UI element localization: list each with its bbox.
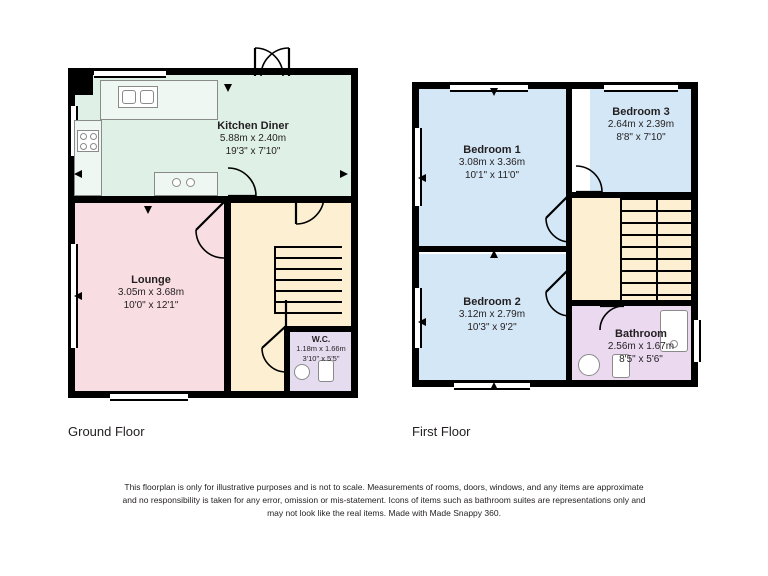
wall-bed1-bed2 <box>412 246 572 252</box>
ground-floor-plan <box>68 68 358 398</box>
wall-wc-top <box>284 326 358 332</box>
label-kitchen-diner-imperial: 19'3" x 7'10" <box>225 145 281 157</box>
first-floor-caption: First Floor <box>412 424 471 439</box>
label-wc <box>284 334 358 363</box>
window-bedroom3-top <box>604 83 678 92</box>
label-lounge-name: Lounge <box>131 274 171 286</box>
hob-burner-1 <box>80 133 87 140</box>
landing-recess <box>572 198 620 300</box>
label-bedroom-2-imperial: 10'3" x 9'2" <box>467 321 517 333</box>
disclaimer-line-2: and no responsibility is taken for any error, omission or mis-statement. Icons of items such as bathroom suites are representations only and <box>122 495 646 505</box>
label-bedroom-2-name: Bedroom 2 <box>463 296 521 308</box>
label-wc-name: W.C. <box>311 334 331 344</box>
label-wc-metric: 1.18m x 1.66m <box>296 344 346 354</box>
label-kitchen-diner-name: Kitchen Diner <box>217 120 289 132</box>
wall-corner-block <box>75 75 93 95</box>
window-kitchen-top <box>94 69 166 78</box>
label-bedroom-3-imperial: 8'8" x 7'10" <box>616 131 666 143</box>
hob-burner-3 <box>80 143 87 150</box>
kitchen-sink-bowl-right <box>140 90 154 104</box>
stairs-first <box>620 198 692 300</box>
hob-burner-2 <box>90 133 97 140</box>
hob-burner-4 <box>90 143 97 150</box>
label-bedroom-1-metric: 3.08m x 3.36m <box>458 157 526 169</box>
window-lounge-bottom <box>110 392 188 401</box>
wall-bathroom-top <box>572 300 698 306</box>
wall-porch-right <box>330 68 336 75</box>
kitchen-ring-2 <box>186 178 195 187</box>
wc-toilet <box>318 360 334 382</box>
label-bedroom-1 <box>412 144 572 182</box>
label-bedroom-3 <box>584 106 698 144</box>
label-lounge-imperial: 10'0" x 12'1" <box>123 299 179 311</box>
label-bathroom-imperial: 8'5" x 5'6" <box>619 353 663 365</box>
wall-kitchen-divider <box>68 196 358 203</box>
kitchen-sink-bowl-left <box>122 90 136 104</box>
wall-porch-left <box>253 68 259 75</box>
window-bedroom1-top <box>450 83 528 92</box>
stairs-ground <box>274 246 352 324</box>
label-bathroom <box>584 328 698 366</box>
label-bedroom-3-metric: 2.64m x 2.39m <box>607 119 675 131</box>
kitchen-ring-1 <box>172 178 181 187</box>
label-wc-imperial: 3'10" x 5'5" <box>302 353 340 363</box>
first-floor-plan <box>412 82 698 387</box>
label-bathroom-metric: 2.56m x 1.67m <box>607 341 675 353</box>
wc-basin <box>294 364 310 380</box>
disclaimer-line-1: This floorplan is only for illustrative purposes and is not to scale. Measurements of rooms, doors, windows, and any items are approximate <box>124 482 644 492</box>
label-bathroom-name: Bathroom <box>615 328 667 340</box>
label-bedroom-2 <box>412 296 572 334</box>
label-bedroom-3-name: Bedroom 3 <box>612 106 670 118</box>
label-bedroom-1-name: Bedroom 1 <box>463 144 521 156</box>
label-kitchen-diner <box>173 120 333 158</box>
label-bedroom-2-metric: 3.12m x 2.79m <box>458 309 526 321</box>
label-kitchen-diner-metric: 5.88m x 2.40m <box>219 133 287 145</box>
label-lounge <box>71 274 231 312</box>
label-bedroom-1-imperial: 10'1" x 11'0" <box>464 169 520 181</box>
label-lounge-metric: 3.05m x 3.68m <box>117 287 185 299</box>
window-bedroom2-bottom <box>454 381 530 390</box>
disclaimer-line-3: may not look like the real items. Made with Made Snappy 360. <box>267 508 501 518</box>
ground-floor-caption: Ground Floor <box>68 424 145 439</box>
